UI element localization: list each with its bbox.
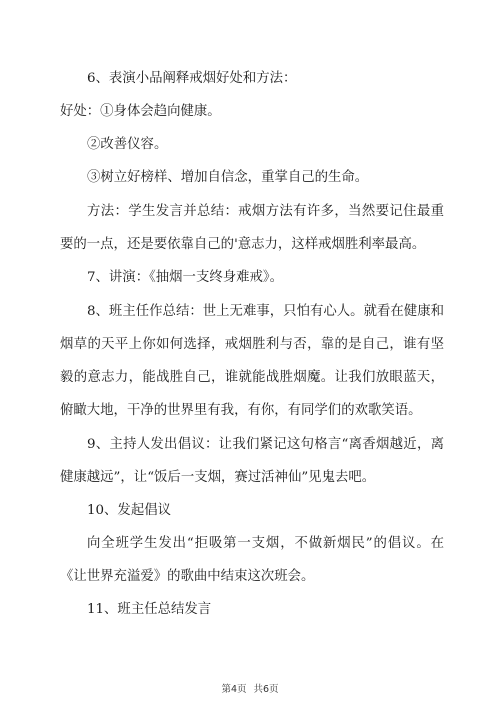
paragraph-11-heading: 11、班主任总结发言 bbox=[87, 602, 212, 617]
page-number-total: 共6页 bbox=[253, 684, 279, 695]
paragraph-benefits: 好处：①身体会趋向健康。 bbox=[60, 104, 221, 119]
paragraph-9-proposal: 9、主持人发出倡议：让我们紧记这句格言“离香烟越近，离健康越远”，让“饭后一支烟，赛过活神仙”见鬼去吧。 bbox=[60, 437, 444, 485]
paragraph-8-summary: 8、班主任作总结：世上无难事，只怕有心人。就看在健康和烟草的天平上你如何选择，戒烟胜利与否，靠的是自己，谁有坚毅的意志力，能战胜自己，谁就能战胜烟魔。让我们放眼蓝天，俯瞰大地，干净的世界里有我，有你，有同学们的欢歌笑语。 bbox=[60, 304, 444, 418]
paragraph-6-heading: 6、表演小品阐释戒烟好处和方法： bbox=[87, 71, 297, 86]
paragraph-benefit-2: ②改善仪容。 bbox=[87, 137, 168, 152]
paragraph-benefit-3: ③树立好榜样、增加自信念，重掌自己的生命。 bbox=[87, 170, 369, 185]
page-number-current: 第4页 bbox=[221, 684, 247, 695]
paragraph-7-speech: 7、讲演：《抽烟一支终身难戒》。 bbox=[87, 270, 283, 285]
paragraph-10-heading: 10、发起倡议 bbox=[87, 503, 171, 518]
page-footer bbox=[0, 681, 500, 695]
paragraph-methods: 方法：学生发言并总结：戒烟方法有许多，当然要记住最重要的一点，还是要依靠自己的'意志力，这样戒烟胜利率最高。 bbox=[60, 204, 444, 252]
paragraph-10-body: 向全班学生发出“拒吸第一支烟，不做新烟民”的倡议。在《让世界充溢爱》的歌曲中结束这次班会。 bbox=[60, 536, 444, 584]
